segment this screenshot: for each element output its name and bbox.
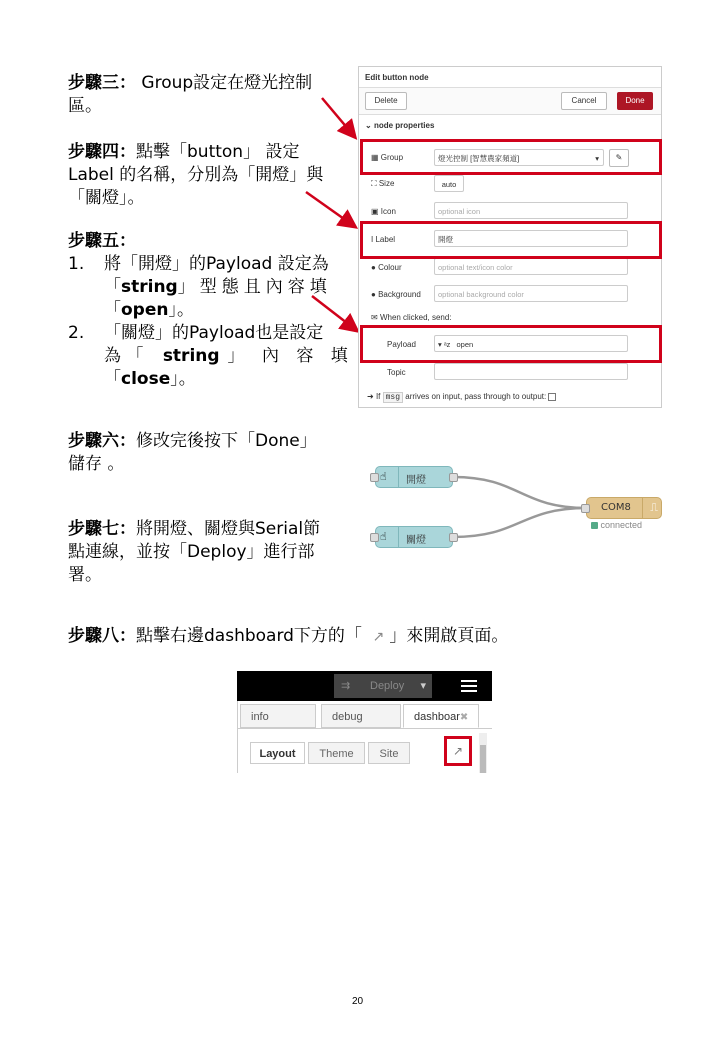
group-select[interactable]: 燈光控制 [智慧農家頻道] ▾ xyxy=(434,149,604,166)
close-icon[interactable]: ✖ xyxy=(459,712,469,723)
label-input[interactable]: 開燈 xyxy=(434,230,628,247)
tab-layout[interactable]: Layout xyxy=(250,742,305,764)
chevron-down-icon: ⌄ xyxy=(365,121,372,130)
done-button[interactable]: Done xyxy=(617,92,653,110)
scrollbar[interactable] xyxy=(479,733,487,773)
status-dot-icon xyxy=(591,522,598,529)
serial-input-port[interactable] xyxy=(581,504,590,513)
envelope-icon: ✉ xyxy=(371,313,378,322)
tab-dashboard[interactable]: dashboar✖ xyxy=(403,704,479,728)
page-number: 20 xyxy=(352,996,364,1007)
background-input[interactable]: optional background color xyxy=(434,285,628,302)
payload-input[interactable]: ▾ ᵃz open xyxy=(434,335,628,352)
size-label: ⛶ Size xyxy=(371,179,395,188)
background-label: ● Background xyxy=(371,290,421,299)
external-link-icon: ↗ xyxy=(372,629,385,645)
step-5: 步驟五： 1. 將「開燈」的Payload 設定為 「string」型態且內容填 「open」。 2. 「關燈」的Payload也是設定 為 「 string 」 內 容 填 「close」。 xyxy=(68,231,354,389)
node-off-input-port[interactable] xyxy=(370,533,379,542)
button-node-off[interactable]: ☝ 關燈 xyxy=(375,526,453,548)
payload-label: Payload xyxy=(387,340,416,349)
text-cursor-icon: I xyxy=(371,235,374,244)
deploy-icon: ⇉ xyxy=(341,680,351,692)
serial-out-node[interactable]: COM8 ⎍ xyxy=(586,497,662,519)
serial-wave-icon: ⎍ xyxy=(650,501,658,514)
hand-pointer-icon: ☝ xyxy=(380,470,387,483)
when-clicked-label: ✉ When clicked, send: xyxy=(371,313,452,322)
node-off-output-port[interactable] xyxy=(449,533,458,542)
step-8: 步驟八：點擊右邊dashboard下方的「 ↗ 」來開啟頁面。 xyxy=(68,625,628,649)
tab-info[interactable]: info xyxy=(240,704,316,728)
cancel-button[interactable]: Cancel xyxy=(561,92,607,110)
button-node-on[interactable]: ☝ 開燈 xyxy=(375,466,453,488)
tab-theme[interactable]: Theme xyxy=(308,742,365,764)
step-4: 步驟四：點擊「button」 設定 Label 的名稱，分別為「開燈」與 「關燈」。 xyxy=(68,142,324,208)
delete-button[interactable]: Delete xyxy=(365,92,407,110)
image-icon: ▣ xyxy=(371,207,379,216)
label-label: I Label xyxy=(371,235,396,244)
hamburger-menu-icon[interactable] xyxy=(461,678,477,694)
node-on-output-port[interactable] xyxy=(449,473,458,482)
external-link-icon: ↗ xyxy=(452,744,464,758)
drop-icon: ● xyxy=(371,263,376,272)
tab-site[interactable]: Site xyxy=(368,742,410,764)
type-dropdown-icon: ▾ ᵃz xyxy=(438,340,451,349)
arrow-right-icon: ➜ xyxy=(367,392,374,401)
icon-input[interactable]: optional icon xyxy=(434,202,628,219)
topic-label: Topic xyxy=(387,368,406,377)
step-7: 步驟七：將開燈、關燈與Serial節 點連線，並按「Deploy」進行部 署。 xyxy=(68,519,321,585)
icon-label: ▣ Icon xyxy=(371,207,396,216)
caret-down-icon: ▾ xyxy=(420,680,426,692)
colour-label: ● Colour xyxy=(371,263,402,272)
table-icon: ▦ xyxy=(371,153,379,162)
tab-debug[interactable]: debug xyxy=(321,704,401,728)
group-label: ▦ Group xyxy=(371,153,404,162)
hand-pointer-icon: ☝ xyxy=(380,530,387,543)
pencil-icon: ✎ xyxy=(615,153,623,162)
drop-icon: ● xyxy=(371,290,376,299)
node-on-input-port[interactable] xyxy=(370,473,379,482)
node-properties-header[interactable]: ⌄ node properties xyxy=(365,121,435,130)
deploy-button[interactable]: ⇉ Deploy ▾ xyxy=(334,674,432,698)
resize-icon: ⛶ xyxy=(371,179,377,188)
panel-title: Edit button node xyxy=(365,73,429,82)
caret-icon: ▾ xyxy=(595,154,599,163)
open-dashboard-button[interactable] xyxy=(444,736,472,766)
size-button[interactable]: auto xyxy=(434,175,464,192)
step-6: 步驟六：修改完後按下「Done」 儲存 。 xyxy=(68,431,317,474)
node-red-sidebar-ui xyxy=(237,671,492,773)
serial-status: connected xyxy=(591,520,642,530)
passthrough-row: ➜ If msg arrives on input, pass through to output: xyxy=(367,392,556,402)
step-3: 步驟三： Group設定在燈光控制 區。 xyxy=(68,73,313,116)
colour-input[interactable]: optional text/icon color xyxy=(434,258,628,275)
